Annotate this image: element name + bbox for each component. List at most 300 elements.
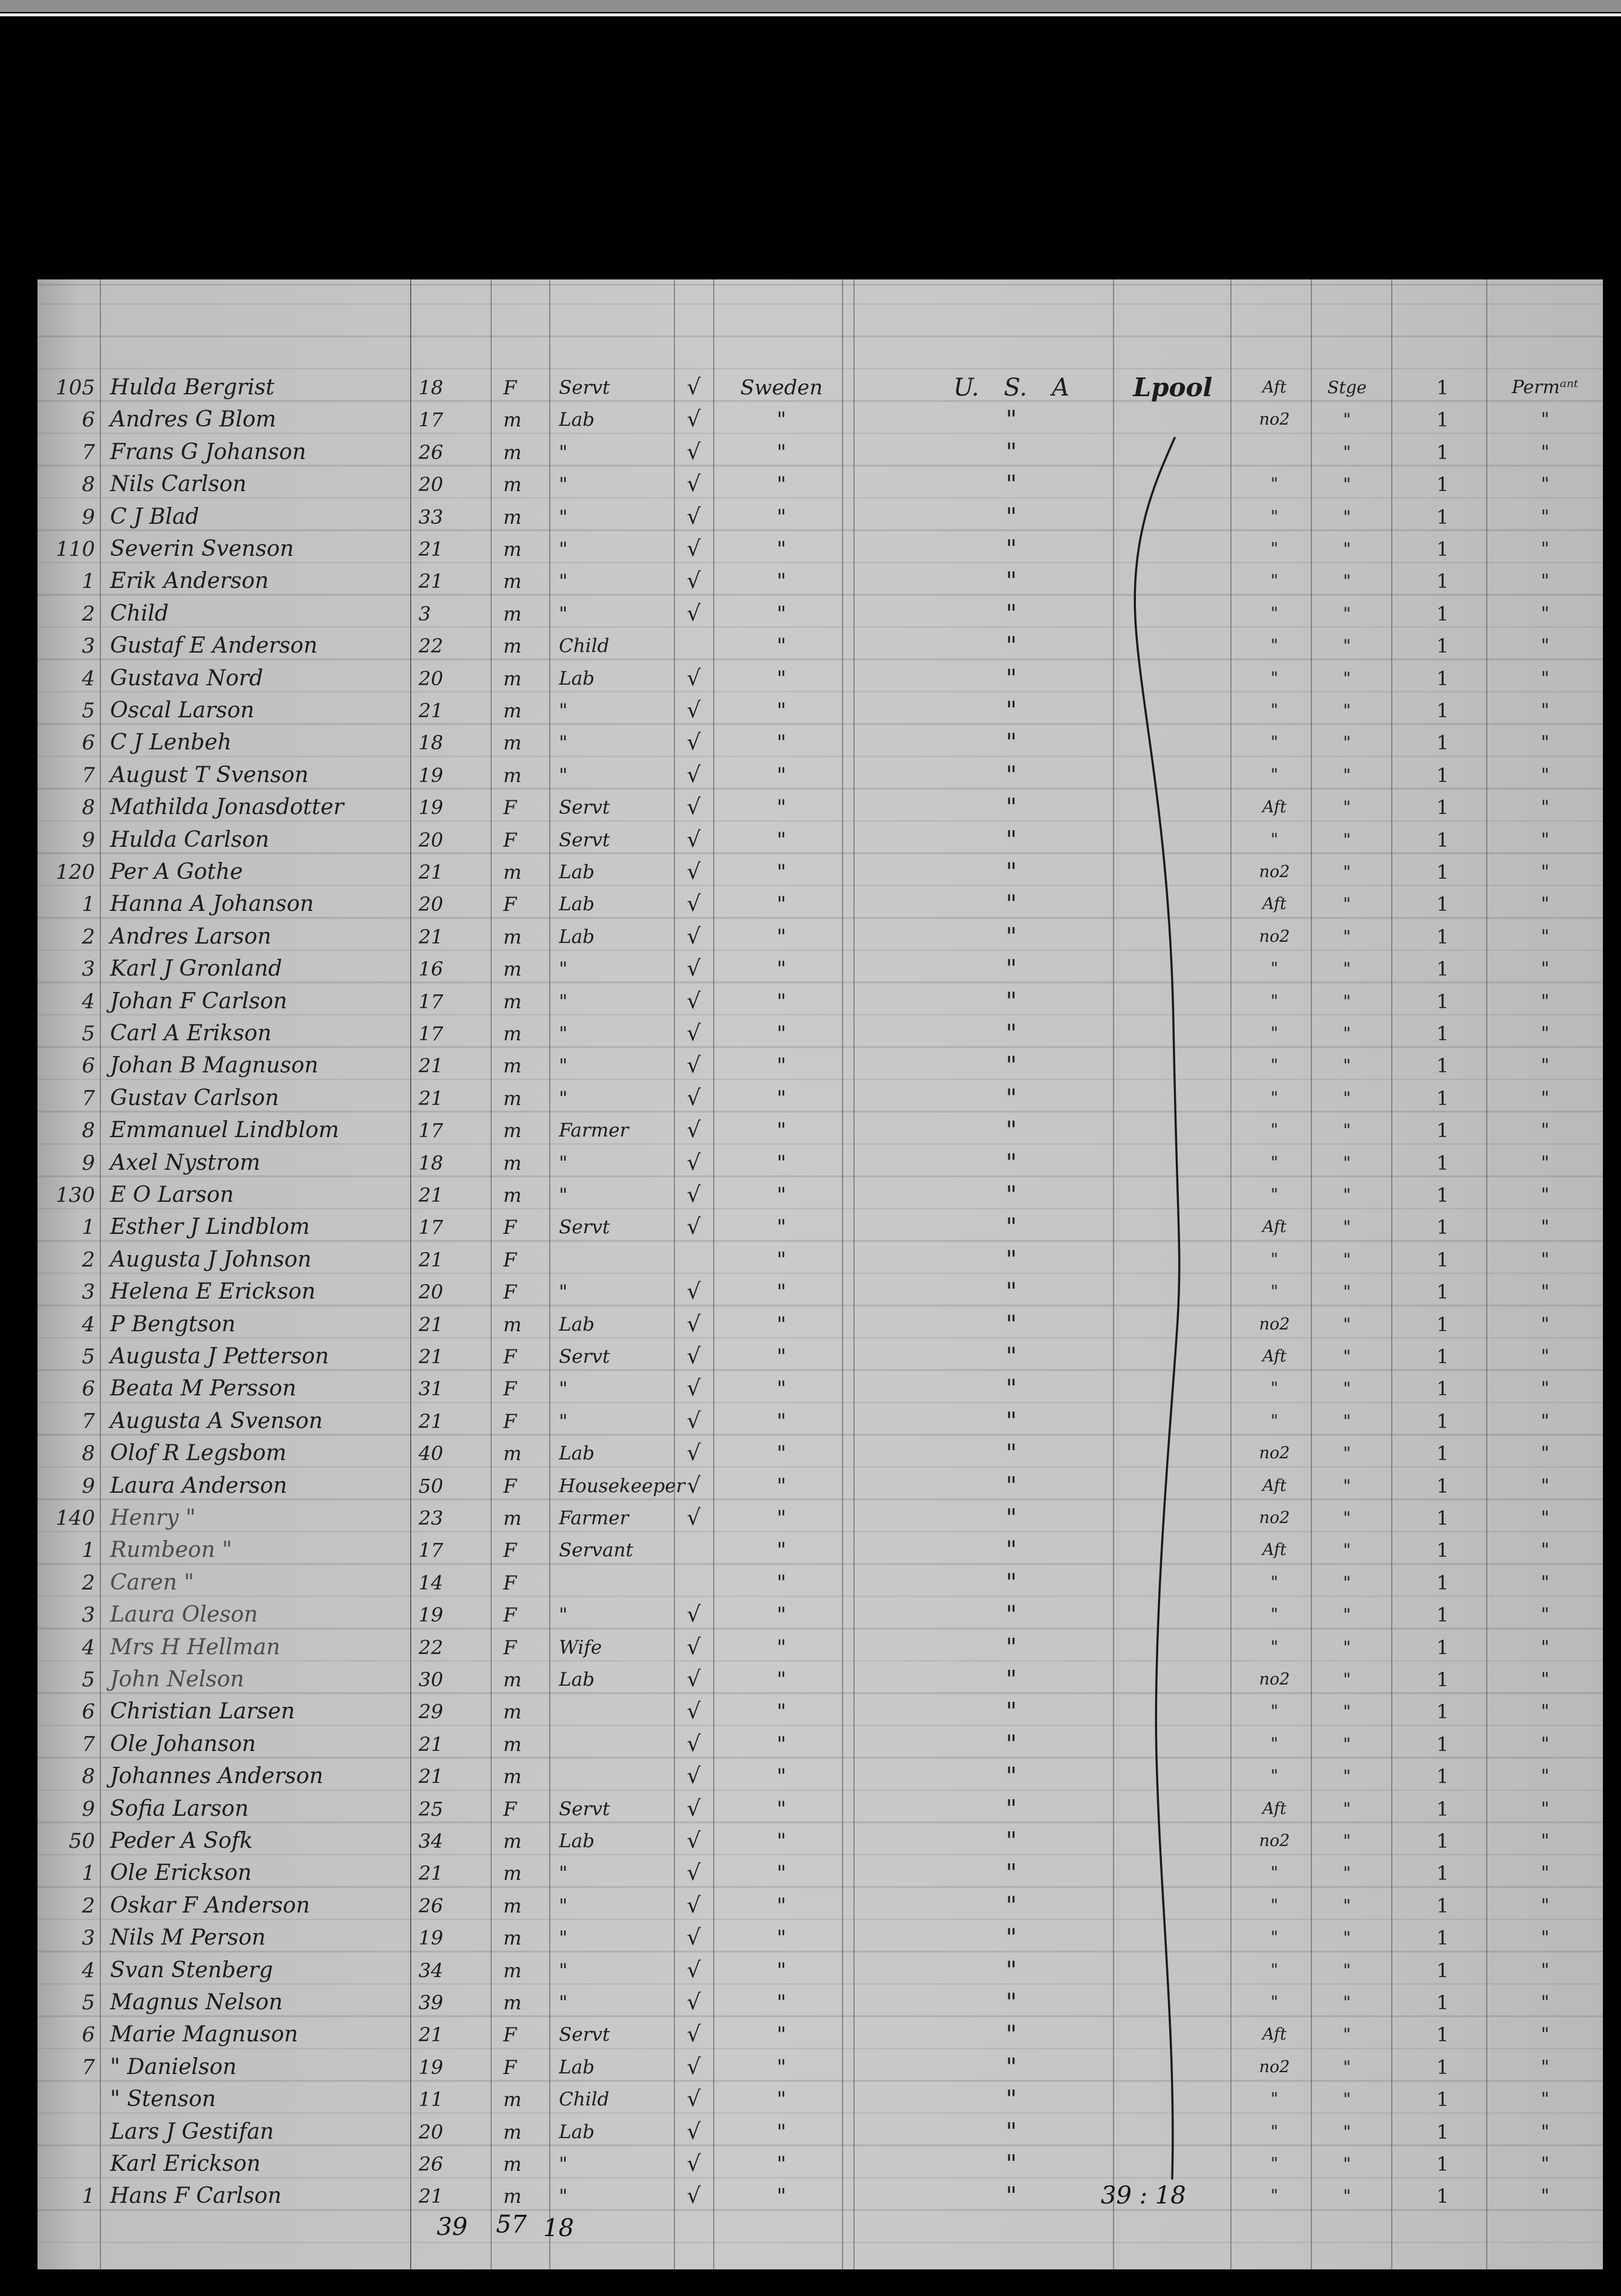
row-number: 2 (82, 1570, 95, 1595)
passenger-name: Andres G Blom (110, 407, 276, 432)
stage: " (1343, 1314, 1351, 1334)
destination: " (1005, 1213, 1017, 1242)
occupation: Servt (559, 377, 610, 399)
passenger-name: Andres Larson (110, 924, 272, 949)
age: 20 (419, 667, 443, 690)
nationality: " (777, 924, 786, 949)
passenger-name: Gustaf E Anderson (110, 633, 318, 659)
count: 1 (1436, 2088, 1449, 2112)
count: 1 (1436, 1894, 1449, 1917)
table-row (38, 1665, 1603, 1695)
destination: " (1005, 1343, 1017, 1371)
table-row (38, 373, 1603, 403)
row-number: 3 (82, 1280, 95, 1305)
age: 19 (419, 763, 443, 787)
occupation: " (559, 990, 568, 1013)
status: " (1541, 1346, 1550, 1367)
count: 1 (1436, 1862, 1449, 1885)
row-number: 8 (82, 1441, 95, 1466)
status: " (1541, 474, 1550, 495)
port (1115, 469, 1230, 500)
status: " (1541, 1894, 1550, 1916)
row-number: 7 (82, 1732, 95, 1756)
nationality: " (777, 1215, 786, 1240)
row-number: 1 (82, 892, 95, 917)
destination: " (1005, 1989, 1017, 2017)
port (1115, 405, 1230, 435)
stage: " (1343, 1928, 1351, 1948)
age: 18 (419, 376, 443, 399)
destination: " (1005, 535, 1017, 563)
nationality: " (777, 408, 786, 432)
occupation: Wife (559, 1636, 602, 1658)
occupation: " (559, 1087, 568, 1109)
passenger-name: Augusta A Svenson (110, 1408, 323, 1433)
class: Aft (1262, 798, 1287, 817)
passenger-name: Esther J Lindblom (110, 1215, 310, 1240)
occupation: " (559, 1604, 568, 1626)
stage: " (1343, 2024, 1351, 2045)
port (1115, 1535, 1230, 1565)
row-number: 1 (82, 569, 95, 594)
occupation (559, 1568, 674, 1598)
class: Aft (1262, 1218, 1287, 1237)
stage: " (1343, 1508, 1351, 1528)
table-row (38, 1051, 1603, 1081)
status: " (1541, 1669, 1550, 1690)
check-mark: √ (687, 569, 701, 594)
stage: " (1343, 926, 1351, 947)
count: 1 (1436, 1958, 1449, 1982)
check-mark: √ (687, 1279, 701, 1305)
table-row (38, 1309, 1603, 1340)
sex: m (503, 1054, 522, 1078)
destination: " (1005, 2150, 1017, 2178)
destination: " (1005, 1310, 1017, 1339)
class: " (1270, 991, 1279, 1011)
class: " (1270, 1024, 1279, 1043)
check-mark: √ (687, 892, 701, 917)
destination: " (1005, 729, 1017, 757)
port (1115, 696, 1230, 726)
stage: " (1343, 1798, 1351, 1819)
class: " (1270, 1637, 1279, 1657)
table-row (38, 760, 1603, 791)
count: 1 (1436, 1830, 1449, 1853)
age: 21 (419, 2023, 443, 2047)
occupation: " (559, 1410, 568, 1432)
occupation: Lab (559, 1443, 595, 1465)
table-row (38, 437, 1603, 468)
occupation: Lab (559, 1669, 595, 1691)
check-mark: √ (687, 1505, 701, 1530)
sex: m (503, 2153, 522, 2176)
check-mark: √ (687, 1634, 701, 1660)
port (1115, 2084, 1230, 2115)
sex: F (503, 2055, 517, 2079)
occupation: " (559, 1378, 568, 1400)
status: " (1541, 441, 1550, 463)
class: Aft (1262, 1347, 1287, 1366)
row-number: 3 (82, 957, 95, 982)
check-mark (679, 631, 709, 661)
port (1115, 1148, 1230, 1178)
nationality: " (777, 2152, 786, 2176)
port (1115, 1245, 1230, 1275)
row-number: 50 (68, 1829, 95, 1853)
row-number (44, 2149, 95, 2179)
stage: " (1343, 1282, 1351, 1302)
destination: " (1005, 697, 1017, 725)
age: 21 (419, 1313, 443, 1336)
table-row (38, 2052, 1603, 2082)
sex: m (503, 473, 522, 497)
stage: " (1343, 1701, 1351, 1722)
age: 39 (419, 1991, 443, 2014)
count: 1 (1436, 408, 1449, 432)
row-number: 9 (82, 1473, 95, 1498)
destination: " (1005, 794, 1017, 822)
row-number: 7 (82, 1086, 95, 1110)
port (1115, 502, 1230, 532)
status: " (1541, 797, 1550, 818)
stage: " (1343, 1055, 1351, 1076)
port (1115, 1277, 1230, 1307)
count: 1 (1436, 1184, 1449, 1207)
nationality: " (777, 731, 786, 755)
table-row (38, 1438, 1603, 1469)
table-row (38, 1083, 1603, 1114)
count: 1 (1436, 1151, 1449, 1175)
count: 1 (1436, 2185, 1449, 2208)
passenger-name: Hulda Carlson (110, 827, 270, 852)
check-mark: √ (687, 698, 701, 723)
passenger-name: Child (110, 601, 169, 626)
port (1115, 1438, 1230, 1469)
stage: " (1343, 636, 1351, 656)
status: " (1541, 2089, 1550, 2110)
age: 17 (419, 1539, 443, 1562)
nationality: " (777, 601, 786, 626)
occupation: Lab (559, 667, 595, 690)
passenger-name: " Stenson (110, 2087, 216, 2112)
check-mark: √ (687, 407, 701, 432)
count: 1 (1436, 1636, 1449, 1659)
status: " (1541, 1604, 1550, 1626)
table-row (38, 889, 1603, 919)
passenger-name: Hans F Carlson (110, 2183, 282, 2209)
port (1115, 1083, 1230, 1114)
table-row (38, 1697, 1603, 1727)
check-mark: √ (687, 1150, 701, 1175)
stage: " (1343, 797, 1351, 818)
row-number: 7 (82, 763, 95, 788)
sex: m (503, 2088, 522, 2112)
row-number: 8 (82, 472, 95, 497)
stage: " (1343, 603, 1351, 624)
destination: " (1005, 1504, 1017, 1532)
class (1241, 437, 1308, 468)
sex: m (503, 634, 522, 658)
age: 11 (419, 2088, 443, 2112)
sex: F (503, 893, 517, 916)
check-mark (679, 1568, 709, 1598)
stage: " (1343, 1992, 1351, 2012)
age: 29 (419, 1700, 443, 1724)
nationality: " (777, 2119, 786, 2144)
check-mark: √ (687, 504, 701, 529)
count: 1 (1436, 1248, 1449, 1271)
table-row (38, 469, 1603, 500)
destination: " (1005, 955, 1017, 983)
count: 1 (1436, 1216, 1449, 1239)
class: " (1270, 701, 1279, 720)
nationality: " (777, 1570, 786, 1595)
row-number: 6 (82, 408, 95, 432)
sex: m (503, 1086, 522, 1110)
check-mark: √ (687, 795, 701, 820)
passenger-name: Henry " (110, 1505, 196, 1530)
class: " (1270, 733, 1279, 752)
passenger-name: Hanna A Johanson (110, 892, 314, 917)
age: 33 (419, 505, 443, 529)
nationality: " (777, 763, 786, 788)
port (1115, 631, 1230, 661)
check-mark: √ (687, 762, 701, 788)
occupation: Servt (559, 1346, 610, 1368)
occupation: " (559, 764, 568, 786)
row-number: 130 (56, 1183, 95, 1207)
check-mark: √ (687, 1893, 701, 1918)
table-row (38, 2084, 1603, 2115)
age: 21 (419, 570, 443, 593)
table-row (38, 696, 1603, 726)
class: no2 (1259, 927, 1290, 946)
sex: m (503, 505, 522, 529)
stage: " (1343, 862, 1351, 882)
passenger-name: Magnus Nelson (110, 1990, 283, 2015)
table-row (38, 2020, 1603, 2050)
destination: " (1005, 2086, 1017, 2114)
check-mark: √ (687, 1699, 701, 1724)
class: no2 (1259, 863, 1290, 881)
table-row (38, 1471, 1603, 1501)
destination: " (1005, 890, 1017, 919)
port (1115, 1600, 1230, 1630)
passenger-name: Hulda Bergrist (110, 375, 275, 400)
check-mark: √ (687, 1021, 701, 1046)
check-mark: √ (687, 827, 701, 852)
passenger-name: Per A Gothe (110, 859, 243, 884)
count: 1 (1436, 1991, 1449, 2014)
nationality: " (777, 795, 786, 820)
table-row (38, 1342, 1603, 1372)
age: 34 (419, 1830, 443, 1853)
passenger-name: Severin Svenson (110, 536, 294, 561)
stage: " (1343, 1863, 1351, 1883)
occupation: " (559, 1152, 568, 1174)
stage: " (1343, 991, 1351, 1011)
destination: " (1005, 1730, 1017, 1758)
age: 14 (419, 1571, 443, 1594)
count: 1 (1436, 1539, 1449, 1562)
age: 19 (419, 2055, 443, 2079)
destination: " (1005, 1763, 1017, 1791)
destination: " (1005, 1891, 1017, 1920)
status: " (1541, 893, 1550, 915)
occupation: " (559, 1184, 568, 1206)
age: 17 (419, 990, 443, 1013)
status: " (1541, 1798, 1550, 1819)
row-number: 5 (82, 1668, 95, 1692)
class: no2 (1259, 1508, 1290, 1527)
row-number: 6 (82, 2023, 95, 2047)
port (1115, 1632, 1230, 1663)
count: 1 (1436, 1797, 1449, 1821)
class: no2 (1259, 1670, 1290, 1689)
destination: " (1005, 1859, 1017, 1888)
destination: " (1005, 922, 1017, 951)
sex: m (503, 1184, 522, 1207)
port (1115, 437, 1230, 468)
passenger-name: Christian Larsen (110, 1699, 295, 1724)
port (1115, 2149, 1230, 2179)
table-row (38, 1019, 1603, 1049)
class: " (1270, 1121, 1279, 1140)
nationality: " (777, 1764, 786, 1789)
sex: m (503, 861, 522, 884)
stage: " (1343, 2154, 1351, 2174)
check-mark: √ (687, 1667, 701, 1692)
occupation (559, 1697, 674, 1727)
sex: F (503, 1539, 517, 1562)
scan-top-line (0, 13, 1621, 16)
class: no2 (1259, 1444, 1290, 1463)
count: 1 (1436, 1345, 1449, 1368)
age: 3 (419, 602, 431, 625)
check-mark: √ (687, 1473, 701, 1498)
nationality: " (777, 1991, 786, 2015)
stage: " (1343, 571, 1351, 592)
row-number: 8 (82, 795, 95, 820)
stage: " (1343, 2186, 1351, 2206)
sex: F (503, 1474, 517, 1498)
passenger-name: Nils M Person (110, 1925, 266, 1951)
count: 1 (1436, 2120, 1449, 2144)
stage: " (1343, 1346, 1351, 1366)
row-number: 9 (82, 1150, 95, 1175)
sex: F (503, 796, 517, 820)
status: " (1541, 538, 1550, 559)
status: " (1541, 1992, 1550, 2013)
count: 1 (1436, 1732, 1449, 1756)
nationality: " (777, 892, 786, 917)
stage: " (1343, 1411, 1351, 1431)
class: " (1270, 2187, 1279, 2206)
port (1115, 889, 1230, 919)
status: " (1541, 861, 1550, 882)
row-number: 5 (82, 1345, 95, 1369)
stage: " (1343, 1088, 1351, 1108)
passenger-name: Frans G Johanson (110, 439, 307, 465)
nationality: " (777, 1345, 786, 1369)
occupation (559, 1245, 674, 1275)
occupation: Servt (559, 2024, 610, 2046)
port (1115, 1212, 1230, 1242)
occupation: Farmer (559, 1507, 629, 1529)
age: 20 (419, 1280, 443, 1304)
nationality: " (777, 440, 786, 465)
row-number: 110 (56, 537, 95, 561)
stage: " (1343, 1185, 1351, 1205)
row-number: 7 (82, 1409, 95, 1433)
row-number: 1 (82, 1538, 95, 1563)
destination: " (1005, 1956, 1017, 1985)
destination: " (1005, 2053, 1017, 2081)
occupation: " (559, 506, 568, 528)
occupation: Lab (559, 409, 595, 431)
nationality: " (777, 1086, 786, 1110)
age: 26 (419, 2153, 443, 2176)
sex: m (503, 925, 522, 948)
occupation: " (559, 958, 568, 980)
status: " (1541, 1248, 1550, 1270)
age: 21 (419, 1086, 443, 1110)
destination: " (1005, 1633, 1017, 1662)
age: 21 (419, 925, 443, 948)
occupation: " (559, 732, 568, 754)
age: 17 (419, 1119, 443, 1143)
port (1115, 1019, 1230, 1049)
occupation: Servt (559, 797, 610, 819)
count: 1 (1436, 376, 1449, 399)
destination: " (1005, 1795, 1017, 1823)
destination: " (1005, 1052, 1017, 1080)
status: " (1541, 1443, 1550, 1464)
check-mark: √ (687, 1053, 701, 1078)
check-mark (679, 1245, 709, 1275)
class: " (1270, 668, 1279, 688)
stage: " (1343, 959, 1351, 979)
nationality: " (777, 1603, 786, 1628)
status: " (1541, 1410, 1550, 1432)
sex: F (503, 828, 517, 852)
age: 21 (419, 1184, 443, 1207)
sex: m (503, 1700, 522, 1724)
nationality: " (777, 504, 786, 529)
table-row (38, 1826, 1603, 1856)
class: no2 (1259, 410, 1290, 429)
nationality: " (777, 1668, 786, 1692)
count: 1 (1436, 1119, 1449, 1143)
occupation (559, 1761, 674, 1792)
sex: m (503, 440, 522, 464)
count: 1 (1436, 2153, 1449, 2176)
row-number: 4 (82, 1958, 95, 1983)
port (1115, 922, 1230, 952)
row-number: 8 (82, 1764, 95, 1789)
count: 1 (1436, 1571, 1449, 1594)
destination: " (1005, 1924, 1017, 1952)
passenger-name: E O Larson (110, 1182, 234, 1207)
status: " (1541, 990, 1550, 1012)
table-row (38, 1180, 1603, 1210)
sex: m (503, 731, 522, 755)
table-row (38, 599, 1603, 629)
status: " (1541, 1120, 1550, 1141)
count: 1 (1436, 2055, 1449, 2079)
table-row (38, 405, 1603, 435)
